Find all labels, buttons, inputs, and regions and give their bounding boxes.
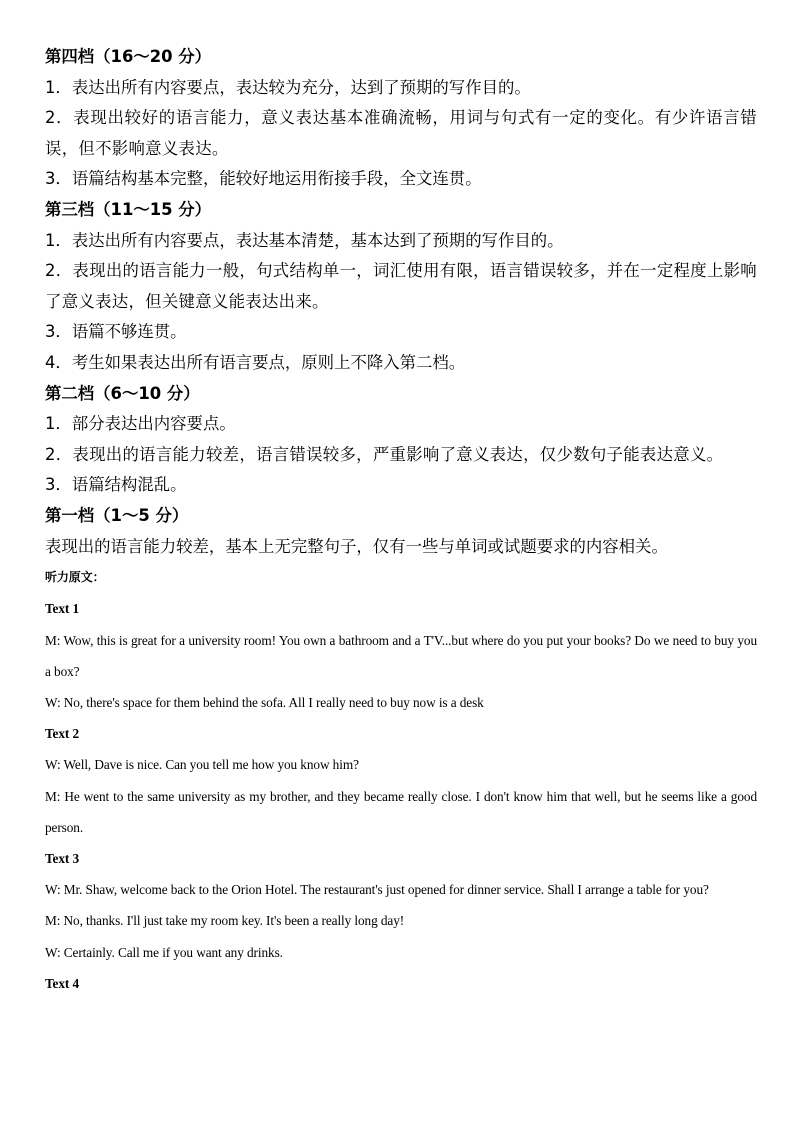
criterion-item: 表现出的语言能力较差，基本上无完整句子，仅有一些与单词或试题要求的内容相关。 (45, 536, 668, 556)
dialogue-line: M: Wow, this is great for a university room! You own a bathroom and a T'V...but where do you put your books? Do we need to buy you a box? (45, 632, 757, 679)
criterion-item: 2．表现出的语言能力较差，语言错误较多，严重影响了意义表达，仅少数句子能表达意义。 (45, 444, 724, 464)
criterion-item: 1．部分表达出内容要点。 (45, 414, 236, 434)
level-heading: 第四档（16～20 分） (45, 47, 212, 66)
text-title: Text 4 (45, 975, 79, 991)
level-heading: 第一档（1～5 分） (45, 505, 189, 525)
level-heading: 第三档（11～15 分） (45, 199, 212, 219)
text-title: Text 2 (45, 726, 79, 742)
text-title: Text 1 (45, 601, 79, 617)
text-title: Text 3 (45, 850, 79, 866)
criterion-item: 1．表达出所有内容要点，表达较为充分，达到了预期的写作目的。 (45, 77, 531, 97)
level-heading: 第二档（6～10 分） (45, 383, 200, 403)
criterion-item: 3．语篇不够连贯。 (45, 322, 187, 342)
criterion-item: 3．语篇结构基本完整，能较好地运用衔接手段，全文连贯。 (45, 169, 482, 189)
transcript-heading: 听力原文： (45, 570, 105, 585)
criterion-item: 4．考生如果表达出所有语言要点，原则上不降入第二档。 (45, 352, 466, 372)
dialogue-line: W: Mr. Shaw, welcome back to the Orion Hotel. The restaurant's just opened for dinner service. Shall I arrange a table for you? (45, 882, 709, 898)
dialogue-line: M: No, thanks. I'll just take my room key. It's been a really long day! (45, 913, 405, 929)
criterion-item: 3．语篇结构混乱。 (45, 475, 187, 495)
dialogue-line: M: He went to the same university as my brother, and they became really close. I don't know him that well, but he seems like a good person. (45, 788, 757, 835)
criterion-item: 2．表现出的语言能力一般，句式结构单一，词汇使用有限，语言错误较多，并在一定程度上影响了意义表达，但关键意义能表达出来。 (45, 261, 757, 311)
document-page (45, 42, 757, 999)
dialogue-line: W: No, there's space for them behind the sofa. All I really need to buy now is a desk (45, 694, 484, 710)
criterion-item: 2．表现出较好的语言能力，意义表达基本准确流畅，用词与句式有一定的变化。有少许语言错误，但不影响意义表达。 (45, 108, 757, 158)
dialogue-line: W: Certainly. Call me if you want any drinks. (45, 944, 283, 960)
dialogue-line: W: Well, Dave is nice. Can you tell me how you know him? (45, 757, 359, 773)
criterion-item: 1．表达出所有内容要点，表达基本清楚，基本达到了预期的写作目的。 (45, 230, 564, 250)
